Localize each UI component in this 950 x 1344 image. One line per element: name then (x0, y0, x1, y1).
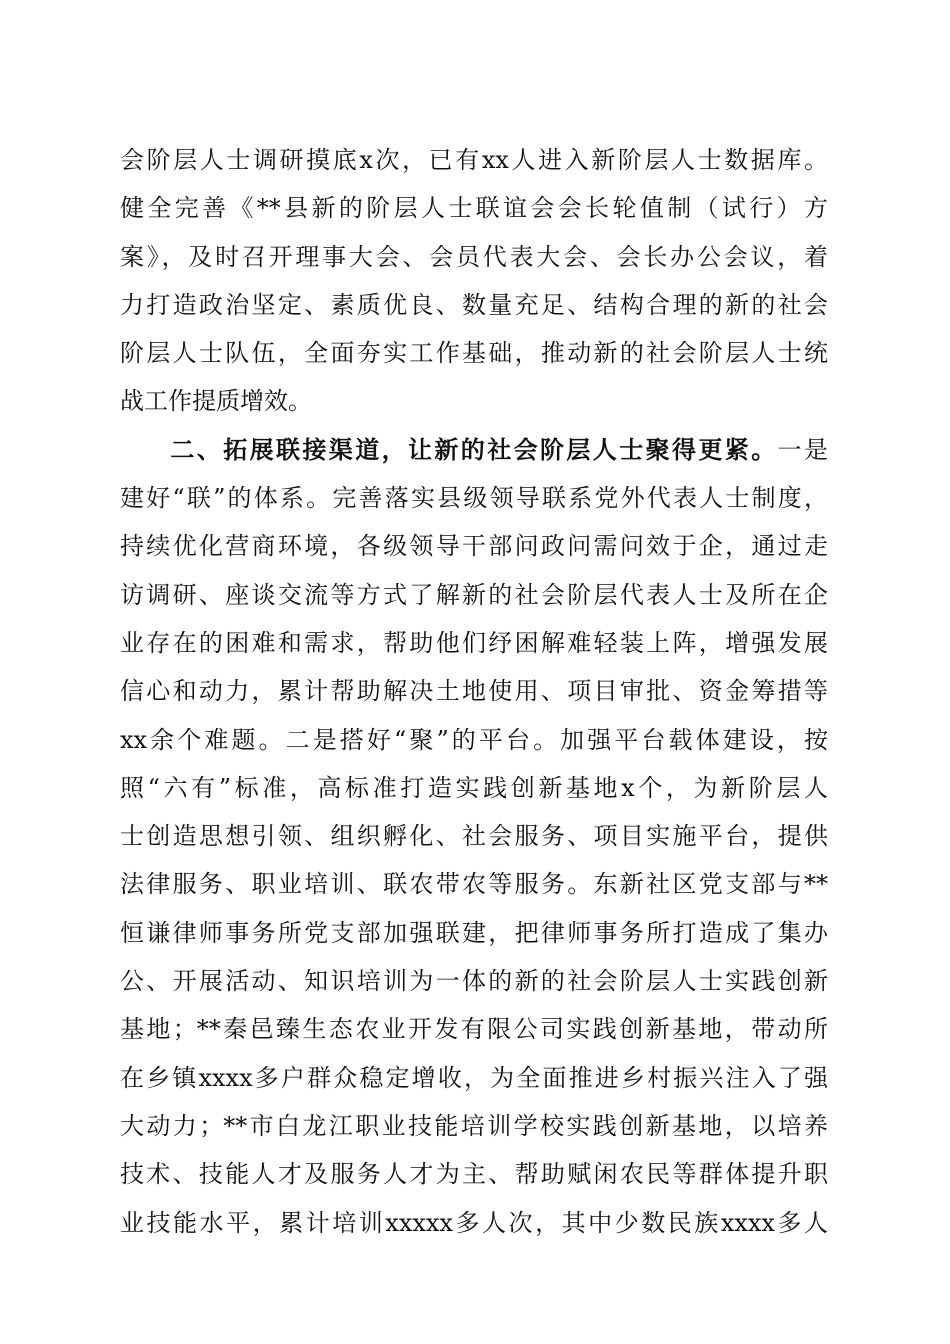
body-text (120, 136, 828, 1247)
text-line: 法律服务、职业培训、联农带农等服务。东新社区党支部与** (120, 870, 828, 899)
text-line: 恒谦律师事务所党支部加强联建，把律师事务所打造成了集办 (120, 918, 828, 947)
text-line: 建好“联”的体系。完善落实县级领导联系党外代表人士制度， (120, 484, 828, 513)
text-line: 阶层人士队伍，全面夯实工作基础，推动新的社会阶层人士统 (120, 339, 828, 368)
text-line: 士创造思想引领、组织孵化、社会服务、项目实施平台，提供 (120, 822, 828, 851)
text-line: 访调研、座谈交流等方式了解新的社会阶层代表人士及所在企 (120, 580, 828, 609)
text-line: 战工作提质增效。 (120, 387, 312, 416)
text-line: 大动力；**市白龙江职业技能培训学校实践创新基地，以培养 (120, 1111, 828, 1140)
text-line: 业技能水平，累计培训xxxxx多人次，其中少数民族xxxx多人 (120, 1208, 828, 1237)
text-line: 业存在的困难和需求，帮助他们纾困解难轻装上阵，增强发展 (120, 628, 828, 657)
text-line: 基地；**秦邑臻生态农业开发有限公司实践创新基地，带动所 (120, 1015, 828, 1044)
section-heading: 二、拓展联接渠道，让新的社会阶层人士聚得更紧。 (168, 435, 778, 464)
text-line: 会阶层人士调研摸底x次，已有xx人进入新阶层人士数据库。 (120, 146, 828, 174)
text-line: 力打造政治坚定、素质优良、数量充足、结构合理的新的社会 (120, 290, 828, 319)
text-line: 信心和动力，累计帮助解决土地使用、项目审批、资金筹措等 (120, 677, 828, 706)
section-heading-line (120, 426, 828, 474)
text-line: 持续优化营商环境，各级领导干部问政问需问效于企，通过走 (120, 532, 828, 561)
text-line: 案》，及时召开理事大会、会员代表大会、会长办公会议，着 (120, 242, 828, 271)
text-line: 照“六有”标准，高标准打造实践创新基地x个，为新阶层人 (120, 773, 828, 802)
text-run: 一是 (777, 435, 828, 464)
text-line: 健全完善《**县新的阶层人士联谊会会长轮值制（试行）方 (120, 194, 828, 223)
text-line: 在乡镇xxxx多户群众稳定增收，为全面推进乡村振兴注入了强 (120, 1063, 828, 1092)
text-line: xx余个难题。二是搭好“聚”的平台。加强平台载体建设，按 (120, 725, 828, 754)
text-line: 公、开展活动、知识培训为一体的新的社会阶层人士实践创新 (120, 967, 828, 996)
text-line: 技术、技能人才及服务人才为主、帮助赋闲农民等群体提升职 (120, 1160, 828, 1189)
